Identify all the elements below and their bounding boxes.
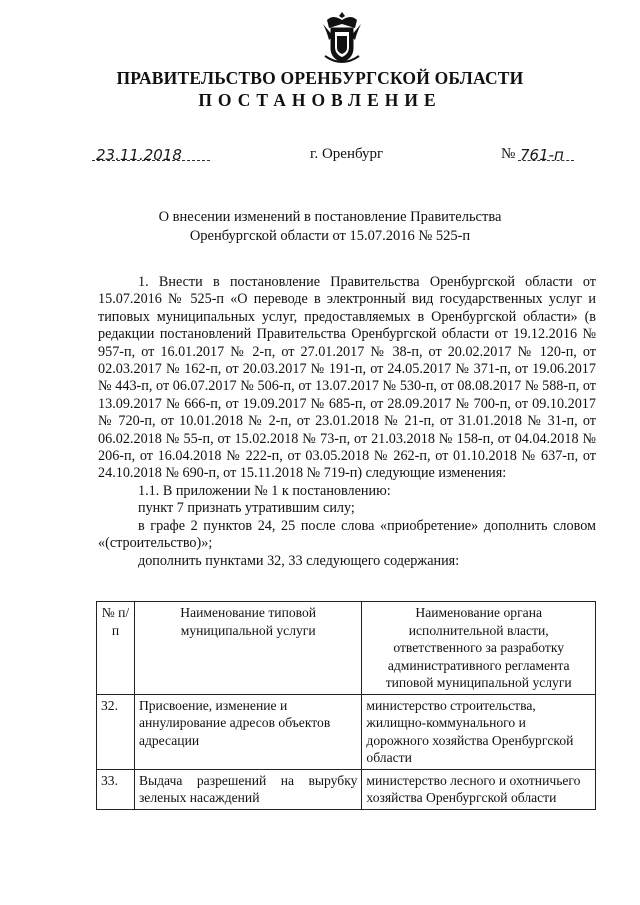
paragraph-4: в графе 2 пунктов 24, 25 после слова «приобретение» дополнить словом «(строительство)»; [98, 517, 596, 552]
document-date: 23.11.2018 [96, 146, 182, 164]
paragraph-3: пункт 7 признать утратившим силу; [138, 500, 355, 517]
paragraph-2: 1.1. В приложении № 1 к постановлению: [138, 482, 391, 499]
subject-line-2: Оренбургской области от 15.07.2016 № 525-п [189, 228, 471, 244]
table-header-row [97, 602, 596, 695]
row-authority: министерство лесного и охотничьего хозяйства Оренбургской области [362, 769, 596, 809]
coat-of-arms-icon [319, 10, 365, 66]
row-service: Выдача разрешений на вырубку зеленых насаждений [134, 769, 361, 809]
row-number: 32. [97, 694, 135, 769]
government-title: ПРАВИТЕЛЬСТВО ОРЕНБУРГСКОЙ ОБЛАСТИ [116, 68, 524, 88]
document-subject [0, 208, 640, 246]
row-service: Присвоение, изменение и аннулирование адресов объектов адресации [134, 694, 361, 769]
services-table [96, 601, 596, 810]
paragraph-1: 1. Внести в постановление Правительства Оренбургской области от 15.07.2016 № 525-п «О переводе в электронный вид государственных услуг и типовых муниципальных услуг, предоставляемых в Оренбургской области» (в редакции постановлений Правительства Оренбургской области от 19.12.2016 № 957-п, от 16.01.2017 № 2-п, от 27.01.2017 № 38-п, от 20.02.2017 № 120-п, от 02.03.2017 № 162-п, от 20.03.2017 № 191-п, от 24.05.2017 № 371-п, от 19.06.2017 № 443-п, от 06.07.2017 № 506-п, от 13.07.2017 № 530-п, от 08.08.2017 № 588-п, от 13.09.2017 № 666-п, от 19.09.2017 № 685-п, от 28.09.2017 № 700-п, от 09.10.2017 № 720-п, от 10.01.2018 № 2-п, от 23.01.2018 № 21-п, от 31.01.2018 № 31-п, от 06.02.2018 № 55-п, от 15.02.2018 № 73-п, от 21.03.2018 № 158-п, от 04.04.2018 № 206-п, от 16.04.2018 № 222-п, от 03.05.2018 № 262-п, от 01.10.2018 № 637-п, от 24.10.2018 № 690-п, от 15.11.2018 № 719-п) следующие изменения: [98, 274, 596, 482]
table-row [97, 769, 596, 809]
subject-line-1: О внесении изменений в постановление Правительства [158, 209, 502, 225]
row-authority: министерство строительства, жилищно-коммунального и дорожного хозяйства Оренбургской области [362, 694, 596, 769]
header-service-name: Наименование типовой муниципальной услуги [134, 602, 361, 695]
document-city: г. Оренбург [310, 146, 384, 162]
header-number: № п/п [97, 602, 135, 695]
document-body [98, 274, 596, 570]
number-sign: № [501, 146, 516, 162]
header-authority: Наименование органа исполнительной власти, ответственного за разработку административного регламента типовой муниципальной услуги [362, 602, 596, 695]
table-row [97, 694, 596, 769]
document-number: 761-п [520, 146, 564, 164]
date-underline [92, 160, 210, 161]
paragraph-5: дополнить пунктами 32, 33 следующего содержания: [138, 552, 460, 569]
row-number: 33. [97, 769, 135, 809]
document-type-title: ПОСТАНОВЛЕНИЕ [198, 90, 442, 110]
number-underline [518, 160, 574, 161]
